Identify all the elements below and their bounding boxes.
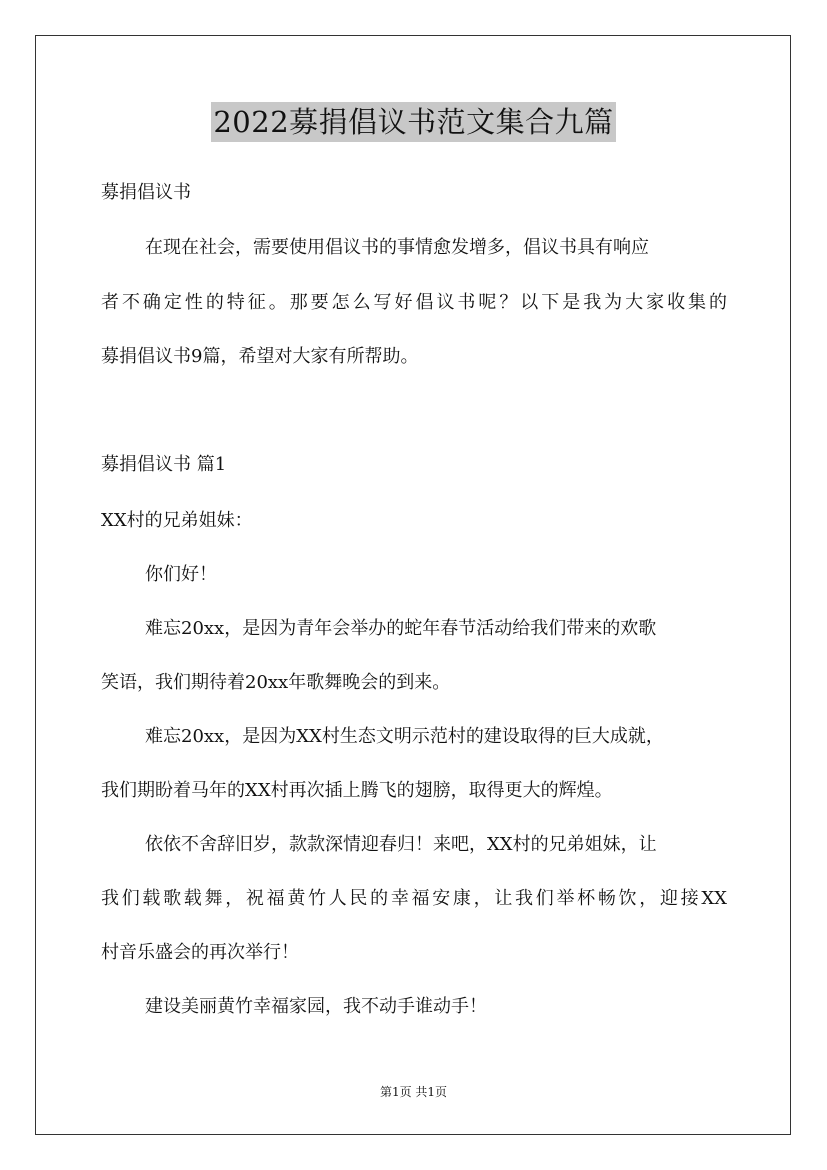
title-container (0, 102, 827, 142)
document-title: 2022募捐倡议书范文集合九篇 (211, 102, 615, 142)
body-line-6: 我们载歌载舞，祝福黄竹人民的幸福安康，让我们举杯畅饮，迎接XX (101, 888, 727, 909)
page-footer: 第1页 共1页 (379, 1085, 448, 1099)
greeting: 你们好！ (145, 564, 217, 585)
intro-line-1: 在现在社会，需要使用倡议书的事情愈发增多，倡议书具有响应 (145, 237, 649, 258)
body-line-1: 难忘20xx，是因为青年会举办的蛇年春节活动给我们带来的欢歌 (145, 618, 657, 639)
body-line-3: 难忘20xx，是因为XX村生态文明示范村的建设取得的巨大成就， (145, 726, 664, 747)
intro-line-2: 者不确定性的特征。那要怎么写好倡议书呢？以下是我为大家收集的 (101, 292, 727, 313)
subtitle: 募捐倡议书 (101, 182, 191, 203)
body-line-7: 村音乐盛会的再次举行！ (101, 942, 299, 963)
body-line-8: 建设美丽黄竹幸福家园，我不动手谁动手！ (145, 996, 487, 1017)
body-line-2: 笑语，我们期待着20xx年歌舞晚会的到来。 (101, 672, 451, 693)
intro-line-3: 募捐倡议书9篇，希望对大家有所帮助。 (101, 346, 419, 367)
section-heading: 募捐倡议书 篇1 (101, 454, 227, 475)
body-line-5: 依依不舍辞旧岁，款款深情迎春归！来吧，XX村的兄弟姐妹，让 (145, 834, 657, 855)
salutation: XX村的兄弟姐妹： (101, 510, 253, 531)
body-line-4: 我们期盼着马年的XX村再次插上腾飞的翅膀，取得更大的辉煌。 (101, 780, 613, 801)
